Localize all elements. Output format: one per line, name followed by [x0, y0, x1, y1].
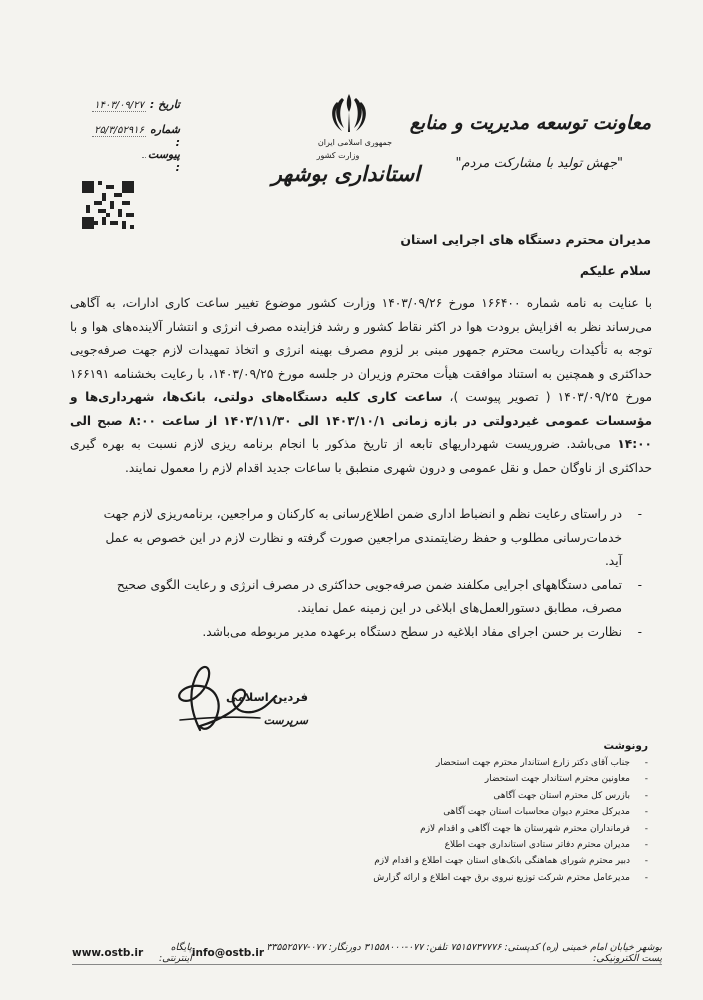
list-item: -جناب آقای دکتر زارع استاندار محترم جهت استحضار	[435, 758, 648, 768]
body-text-bold: ساعت کاری کلیه دستگاه‌های دولتی، بانک‌ها، شهرداری‌ها و مؤسسات عمومی غیردولتی در بازه زمانی ۱۴۰۳/۱۰/۱ الی ۱۴۰۳/۱۱/۳۰ از ساعت ۸:۰۰ صبح الی ۱۴:۰۰	[70, 390, 653, 451]
cc-item-text: معاونین محترم استاندار جهت استحضار	[484, 774, 630, 785]
list-item: -دبیر محترم شورای هماهنگی بانک‌های استان جهت اطلاع و اقدام لازم	[374, 856, 648, 867]
cc-item-text: مدیرعامل محترم شرکت توزیع نیروی برق جهت اطلاع و ارائه گزارش	[373, 872, 630, 883]
list-item: - تمامی دستگاههای اجرایی مکلفند ضمن صرفه‌جویی حداکثری در مصرف انرژی و رعایت الگوی صحیح مصرف، مطابق دستورالعمل‌های ابلاغی در این زمینه عمل نمایند.	[116, 577, 642, 615]
footer-email: info@ostb.ir	[191, 947, 264, 959]
list-item: - نظارت بر حسن اجرای مفاد ابلاغیه در سطح دستگاه برعهده مدیر مربوطه می‌باشد.	[202, 624, 642, 639]
attachment-row	[60, 148, 180, 173]
slogan: "جهش تولید با مشارکت مردم"	[455, 156, 623, 171]
iran-emblem-icon	[328, 92, 370, 136]
attachment-label: پیوست :	[147, 148, 180, 174]
governorate-title: استانداری بوشهر	[271, 162, 420, 186]
number-label: شماره :	[149, 123, 180, 149]
list-item: -فرمانداران محترم شهرستان ها جهت آگاهی و اقدام لازم	[420, 823, 648, 834]
cc-item-text: دبیر محترم شورای هماهنگی بانک‌های استان جهت اطلاع و اقدام لازم	[374, 856, 630, 867]
date-row	[60, 98, 180, 123]
date-label: تاریخ :	[149, 98, 180, 111]
header-center-block	[271, 138, 420, 186]
cc-heading: رونوشت	[603, 740, 648, 752]
list-item-text: در راستای رعایت نظم و انضباط اداری ضمن اطلاع‌رسانی به کارکنان و مراجعین، برنامه‌ریزی لازم جهت خدمات‌رسانی مطلوب و حفظ رضایتمندی مراجعین صورت گرفته و نظارت لازم در این خصوص به عمل آید.	[103, 507, 622, 568]
body-text-main: با عنایت به نامه شماره ۱۶۶۴۰۰ مورخ ۱۴۰۳/۰۹/۲۶ وزارت کشور موضوع تغییر ساعت کاری ادارات، به آگاهی می‌رساند نظر به افزایش برودت هوا در اکثر نقاط کشور و رشد فزاینده مصرف انرژی و انتشار آلاینده‌های هوا و با توجه به تأکیدات ریاست محترم جمهور مبنی بر لزوم مصرف بهینه انرژی و اتخاذ تمهیدات لازم جهت صرفه‌جویی حداکثری و همچنین به استناد موافقت هیأت محترم وزیران در جلسه مورخ ۱۴۰۳/۰۹/۲۵، با رعایت بخشنامه ۱۶۶۱۹۱ مورخ ۱۴۰۳/۰۹/۲۵ ( تصویر پیوست )،	[70, 296, 653, 404]
list-item: -بازرس کل محترم استان جهت آگاهی	[493, 790, 648, 801]
cc-item-text: جناب آقای دکتر زارع استاندار محترم جهت استحضار	[435, 758, 630, 768]
republic-label: جمهوری اسلامی ایران	[317, 138, 393, 147]
list-item-text: نظارت بر حسن اجرای مفاد ابلاغیه در سطح دستگاه برعهده مدیر مربوطه می‌باشد.	[202, 624, 622, 639]
body-paragraph	[70, 292, 652, 480]
cc-item-text: بازرس کل محترم استان جهت آگاهی	[493, 790, 630, 801]
recipient-line: مدیران محترم دستگاه های اجرایی استان	[400, 232, 651, 247]
footer-portal-label: پایگاه اینترنتی:	[158, 942, 192, 964]
department-title: معاونت توسعه مدیریت و منابع	[409, 112, 651, 134]
attachment-value	[142, 157, 146, 158]
letter-meta	[60, 98, 180, 173]
cc-list	[268, 755, 648, 886]
letter-body	[70, 292, 652, 480]
cc-item-text: مدیرکل محترم دیوان محاسبات استان جهت آگاهی	[443, 807, 630, 818]
list-item: -مدیرعامل محترم شرکت توزیع نیروی برق جهت اطلاع و ارائه گزارش	[373, 872, 648, 883]
cc-item-text: فرمانداران محترم شهرستان ها جهت آگاهی و اقدام لازم	[420, 823, 630, 834]
instruction-list	[88, 503, 642, 644]
list-item: -مدیران محترم دفاتر ستادی استانداری جهت اطلاع	[444, 839, 648, 850]
cc-item-text: مدیران محترم دفاتر ستادی استانداری جهت اطلاع	[444, 839, 630, 850]
footer-divider	[72, 964, 662, 965]
signer-block	[220, 690, 308, 727]
greeting-line: سلام علیکم	[579, 263, 651, 278]
list-item: -معاونین محترم استاندار جهت استحضار	[484, 774, 648, 785]
body-text-tail: می‌باشد. ضروریست شهرداریهای تابعه از تاریخ مذکور با انجام برنامه ریزی لازم نسبت به بهره گیری حداکثری از ناوگان حمل و نقل عمومی و درون شهری منطبق با ساعات جدید اقدام لازم را معمول نمایند.	[70, 437, 652, 475]
list-item: - در راستای رعایت نظم و انضباط اداری ضمن اطلاع‌رسانی به کارکنان و مراجعین، برنامه‌ریزی لازم جهت خدمات‌رسانی مطلوب و حفظ رضایتمندی مراجعین صورت گرفته و نظارت لازم در این خصوص به عمل آید.	[103, 507, 642, 568]
list-item-text: تمامی دستگاههای اجرایی مکلفند ضمن صرفه‌جویی حداکثری در مصرف انرژی و رعایت الگوی صحیح مصرف، مطابق دستورالعمل‌های ابلاغی در این زمینه عمل نمایند.	[116, 577, 622, 615]
signer-title: سرپرست	[263, 714, 308, 727]
header-department-block	[409, 112, 651, 171]
footer-website: www.ostb.ir	[72, 947, 144, 959]
qr-code-icon	[82, 180, 134, 230]
signer-name: فردین اسلامی	[226, 690, 308, 704]
footer-address: بوشهر خیابان امام خمینی (ره) کدپستی: ۷۵۱۵۷۳۷۷۷۶ تلفن: ۰۷۷-۳۱۵۵۸۰۰۰ دورنگار: ۰۷۷-۳۳۵۵۲۵۷۷ پست الکترونیکی:	[266, 942, 662, 964]
number-value: ۲۵/۳/۵۲۹۱۶	[94, 125, 144, 136]
list-item: -مدیرکل محترم دیوان محاسبات استان جهت آگاهی	[443, 807, 648, 818]
date-value: ۱۴۰۳/۰۹/۲۷	[94, 100, 144, 111]
number-row	[60, 123, 180, 148]
ministry-label: وزارت کشور	[316, 151, 360, 160]
